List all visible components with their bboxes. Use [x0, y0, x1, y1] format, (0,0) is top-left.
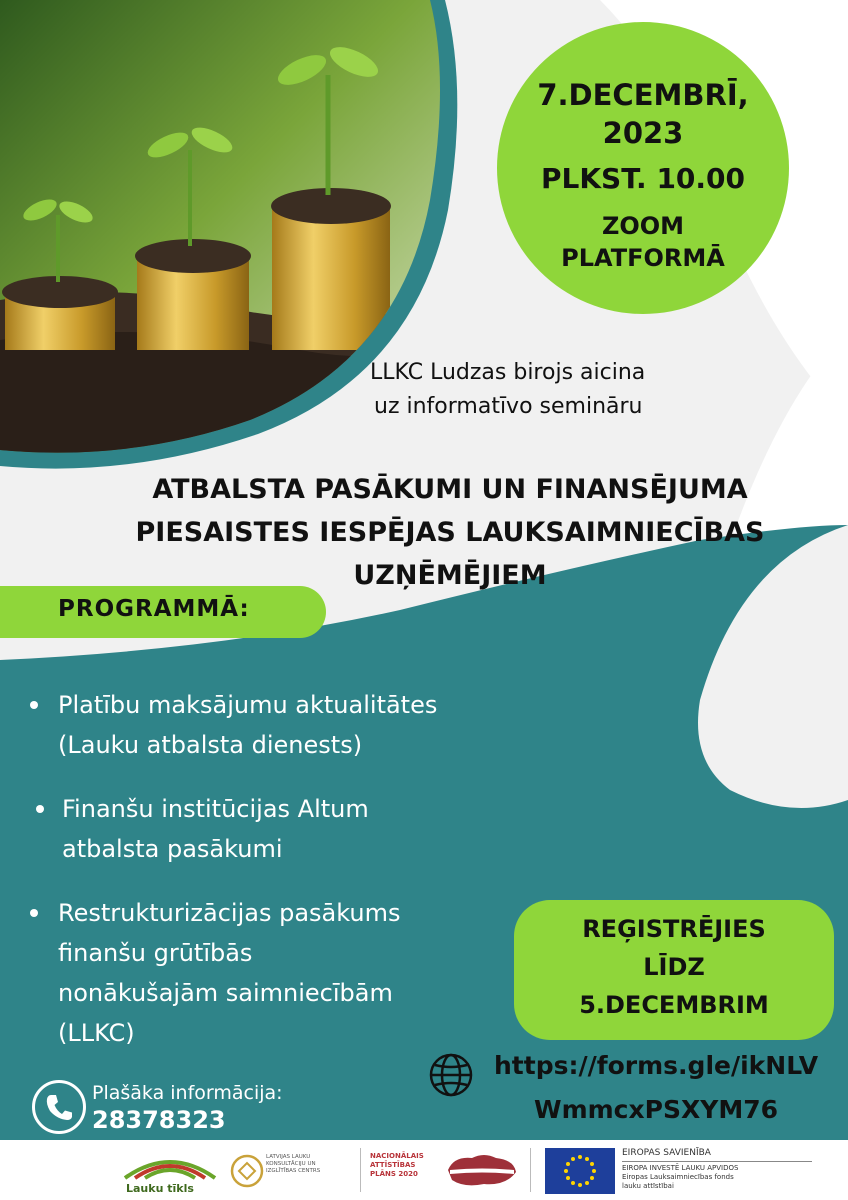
divider — [622, 1161, 812, 1162]
intro-text — [370, 356, 750, 424]
program-item-line: nonākušajām saimniecībām — [58, 979, 393, 1007]
llkc-logo-icon — [230, 1154, 264, 1188]
program-heading: PROGRAMMĀ: — [58, 596, 250, 622]
program-item-line: (LLKC) — [58, 1019, 135, 1047]
llkc-line: KONSULTĀCIJU UN — [266, 1161, 316, 1167]
register-line1: REĢISTRĒJIES — [582, 915, 766, 943]
program-item-line: Restrukturizācijas pasākums — [58, 899, 401, 927]
event-time: PLKST. 10.00 — [540, 162, 746, 195]
globe-icon — [428, 1052, 474, 1098]
program-item-line: Finanšu institūcijas Altum — [62, 795, 369, 823]
nap-line: PLĀNS 2020 — [370, 1170, 418, 1178]
program-item-line: atbalsta pasākumi — [62, 835, 283, 863]
title-line1: ATBALSTA PASĀKUMI UN FINANSĒJUMA — [152, 474, 748, 505]
url-line1: https://forms.gle/ikNLV — [494, 1051, 819, 1080]
eu-flag-icon — [545, 1148, 615, 1194]
eu-line: lauku attīstībai — [622, 1182, 674, 1190]
program-item-line: Platību maksājumu aktualitātes — [58, 691, 438, 719]
nap-line: ATTĪSTĪBAS — [370, 1161, 416, 1169]
divider — [530, 1148, 531, 1192]
contact-phone[interactable]: 28378323 — [92, 1106, 226, 1134]
event-date-line1: 7.DECEMBRĪ, — [537, 78, 749, 112]
bullet-icon — [30, 701, 38, 709]
divider — [360, 1148, 361, 1192]
lauku-tikls-label: Lauku tīkls — [126, 1182, 194, 1195]
event-place-line2: PLATFORMĀ — [561, 244, 725, 272]
nap-line: NACIONĀLAIS — [370, 1152, 424, 1160]
eu-line: EIROPA INVESTĒ LAUKU APVIDOS — [622, 1164, 739, 1172]
bullet-icon — [30, 909, 38, 917]
registration-link[interactable] — [494, 1044, 818, 1132]
program-heading-pill — [0, 586, 326, 638]
program-item-line: (Lauku atbalsta dienests) — [58, 731, 363, 759]
register-line2: LĪDZ — [643, 953, 705, 981]
sponsor-logos — [0, 1140, 848, 1200]
title-line3: UZŅĒMĒJIEM — [353, 560, 547, 591]
intro-line2: uz informatīvo semināru — [374, 394, 643, 419]
contact-info — [92, 1082, 283, 1134]
llkc-line: IZGLĪTĪBAS CENTRS — [266, 1168, 321, 1174]
title-line2: PIESAISTES IESPĒJAS LAUKSAIMNIECĪBAS — [135, 517, 765, 548]
llkc-line: LATVIJAS LAUKU — [266, 1154, 311, 1160]
event-date-badge — [497, 22, 789, 314]
url-line2: WmmcxPSXYM76 — [534, 1095, 778, 1124]
register-line3: 5.DECEMBRIM — [579, 991, 769, 1019]
contact-label: Plašāka informācija: — [92, 1082, 283, 1104]
lauku-tikls-logo-icon — [120, 1148, 220, 1184]
program-item-line: finanšu grūtībās — [58, 939, 253, 967]
nap-label — [370, 1152, 424, 1179]
intro-line1: LLKC Ludzas birojs aicina — [370, 360, 646, 385]
event-date-line2: 2023 — [602, 116, 684, 150]
event-place-line1: ZOOM — [601, 212, 685, 240]
latvia-map-icon — [444, 1150, 520, 1190]
seminar-title — [80, 468, 820, 597]
eu-line: Eiropas Lauksaimniecības fonds — [622, 1173, 734, 1181]
llkc-label — [266, 1154, 320, 1175]
eu-label — [622, 1148, 812, 1191]
phone-icon — [32, 1080, 86, 1134]
registration-deadline-pill — [514, 900, 834, 1040]
eu-line: EIROPAS SAVIENĪBA — [622, 1148, 711, 1158]
bullet-icon — [36, 805, 44, 813]
